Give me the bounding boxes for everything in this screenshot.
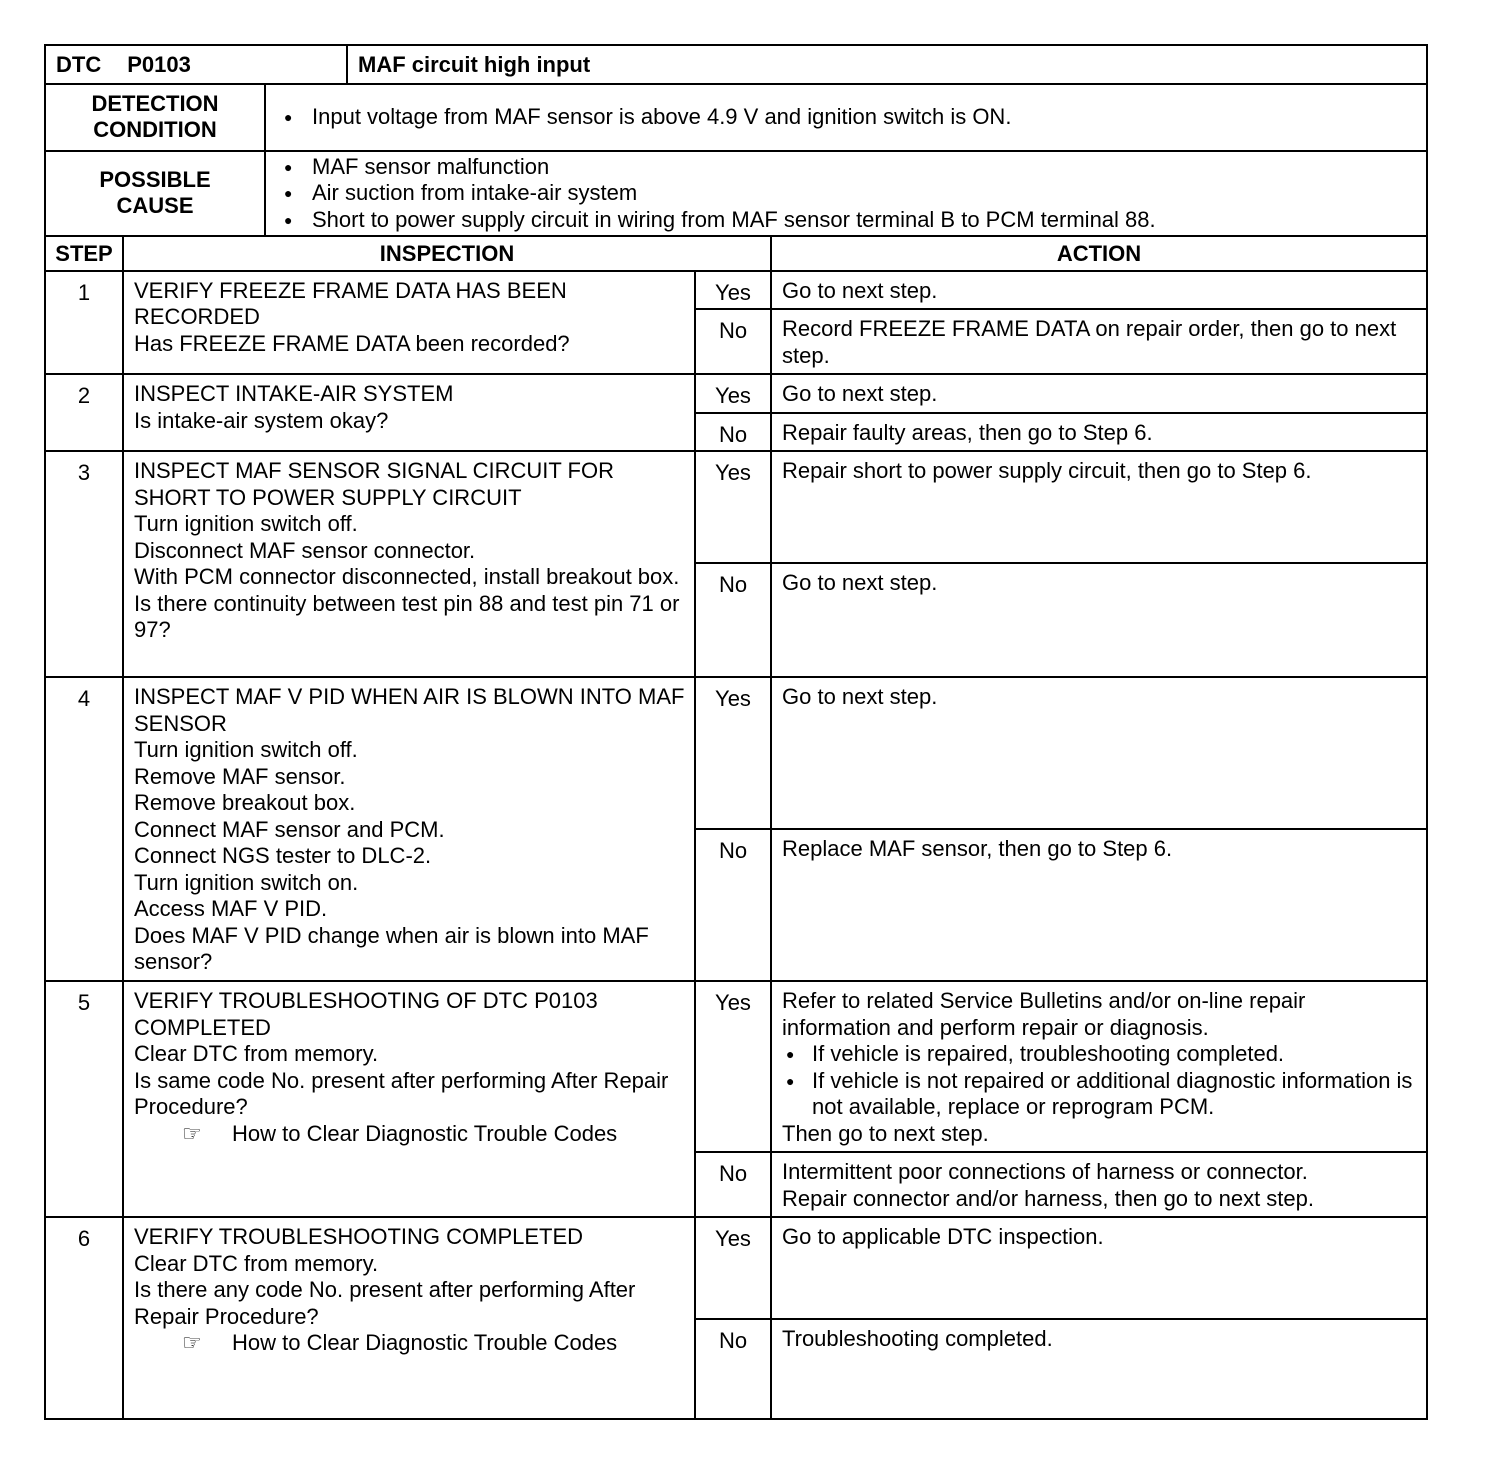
action-no: Repair faulty areas, then go to Step 6.: [771, 413, 1427, 452]
step-2-yes-row: [45, 374, 1427, 413]
dtc-info: [44, 83, 1428, 238]
column-inspection: INSPECTION: [123, 236, 771, 271]
step-inspection: INSPECT MAF V PID WHEN AIR IS BLOWN INTO MAF SENSOR Turn ignition switch off. Remove MAF sensor. Remove breakout box. Connect MAF sensor and PCM. Connect NGS tester to DLC-2. Turn ignition switch on. Access MAF V PID. Does MAF V PID change when air is blown into MAF sensor?: [123, 677, 695, 981]
action-yes: Repair short to power supply circuit, then go to Step 6.: [771, 451, 1427, 563]
step-number: 3: [45, 451, 123, 677]
answer-yes: Yes: [695, 677, 771, 829]
step-inspection: INSPECT INTAKE-AIR SYSTEM Is intake-air system okay?: [123, 374, 695, 451]
answer-no: No: [695, 1152, 771, 1217]
answer-no: No: [695, 309, 771, 374]
action-yes: Go to next step.: [771, 271, 1427, 310]
answer-yes: Yes: [695, 451, 771, 563]
action-bullet: ● If vehicle is repaired, troubleshooting completed.: [812, 1041, 1418, 1068]
step-5-yes-row: [45, 981, 1427, 1152]
possible-cause-label: POSSIBLE CAUSE: [45, 151, 265, 237]
action-yes: Refer to related Service Bulletins and/or on-line repair information and perform repair or diagnosis. ● If vehicle is repaired, troubleshooting completed. ● If vehicle is not repaired or additional diagnostic information is not available, replace or reprogram PCM. Then go to next step.: [771, 981, 1427, 1152]
step-6-yes-row: [45, 1217, 1427, 1319]
detection-label: DETECTION CONDITION: [45, 84, 265, 151]
step-inspection: VERIFY TROUBLESHOOTING COMPLETED Clear DTC from memory. Is there any code No. present after performing After Repair Procedure? ☞ How to Clear Diagnostic Trouble Codes: [123, 1217, 695, 1419]
step-3-yes-row: [45, 451, 1427, 563]
step-number: 2: [45, 374, 123, 451]
action-no: Intermittent poor connections of harness or connector. Repair connector and/or harness, then go to next step.: [771, 1152, 1427, 1217]
step-number: 6: [45, 1217, 123, 1419]
pointing-hand-icon: ☞: [182, 1330, 202, 1355]
step-inspection: INSPECT MAF SENSOR SIGNAL CIRCUIT FOR SHORT TO POWER SUPPLY CIRCUIT Turn ignition switch off. Disconnect MAF sensor connector. With PCM connector disconnected, install breakout box. Is there continuity between test pin 88 and test pin 71 or 97?: [123, 451, 695, 677]
action-yes: Go to applicable DTC inspection.: [771, 1217, 1427, 1319]
reference-link[interactable]: ☞ How to Clear Diagnostic Trouble Codes: [182, 1120, 618, 1146]
action-yes: Go to next step.: [771, 677, 1427, 829]
answer-yes: Yes: [695, 374, 771, 413]
action-no: Replace MAF sensor, then go to Step 6.: [771, 829, 1427, 981]
dtc-code: P0103: [127, 52, 191, 77]
answer-no: No: [695, 829, 771, 981]
action-yes: Go to next step.: [771, 374, 1427, 413]
detection-item: ● Input voltage from MAF sensor is above 4.9 V and ignition switch is ON.: [312, 104, 1416, 131]
detection-condition: [265, 84, 1427, 151]
action-no: Record FREEZE FRAME DATA on repair order, then go to next step.: [771, 309, 1427, 374]
column-action: ACTION: [771, 236, 1427, 271]
step-1-yes-row: [45, 271, 1427, 310]
dtc-title: MAF circuit high input: [347, 45, 1427, 84]
answer-yes: Yes: [695, 271, 771, 310]
step-inspection: VERIFY FREEZE FRAME DATA HAS BEEN RECORDED Has FREEZE FRAME DATA been recorded?: [123, 271, 695, 375]
action-bullet: ● If vehicle is not repaired or additional diagnostic information is not available, replace or reprogram PCM.: [812, 1068, 1418, 1121]
column-step: STEP: [45, 236, 123, 271]
answer-no: No: [695, 413, 771, 452]
step-4-yes-row: [45, 677, 1427, 829]
cause-item: ● Short to power supply circuit in wiring from MAF sensor terminal B to PCM terminal 88.: [312, 207, 1416, 234]
dtc-code-cell: [45, 45, 347, 84]
pointing-hand-icon: ☞: [182, 1120, 202, 1146]
dtc-label: DTC: [56, 52, 102, 77]
answer-no: No: [695, 1319, 771, 1419]
dtc-header: [44, 44, 1428, 85]
reference-link[interactable]: ☞ How to Clear Diagnostic Trouble Codes: [182, 1330, 618, 1355]
cause-item: ● MAF sensor malfunction: [312, 154, 1416, 181]
column-headers: [45, 236, 1427, 271]
step-number: 1: [45, 271, 123, 375]
answer-yes: Yes: [695, 1217, 771, 1319]
possible-cause-list: [265, 151, 1427, 237]
action-no: Go to next step.: [771, 563, 1427, 677]
answer-yes: Yes: [695, 981, 771, 1152]
step-inspection: VERIFY TROUBLESHOOTING OF DTC P0103 COMPLETED Clear DTC from memory. Is same code No. present after performing After Repair Procedure? ☞ How to Clear Diagnostic Trouble Codes: [123, 981, 695, 1217]
step-number: 5: [45, 981, 123, 1217]
action-no: Troubleshooting completed.: [771, 1319, 1427, 1419]
dtc-document: [44, 44, 1428, 1420]
cause-item: ● Air suction from intake-air system: [312, 180, 1416, 207]
step-table: [44, 235, 1428, 1420]
step-number: 4: [45, 677, 123, 981]
answer-no: No: [695, 563, 771, 677]
